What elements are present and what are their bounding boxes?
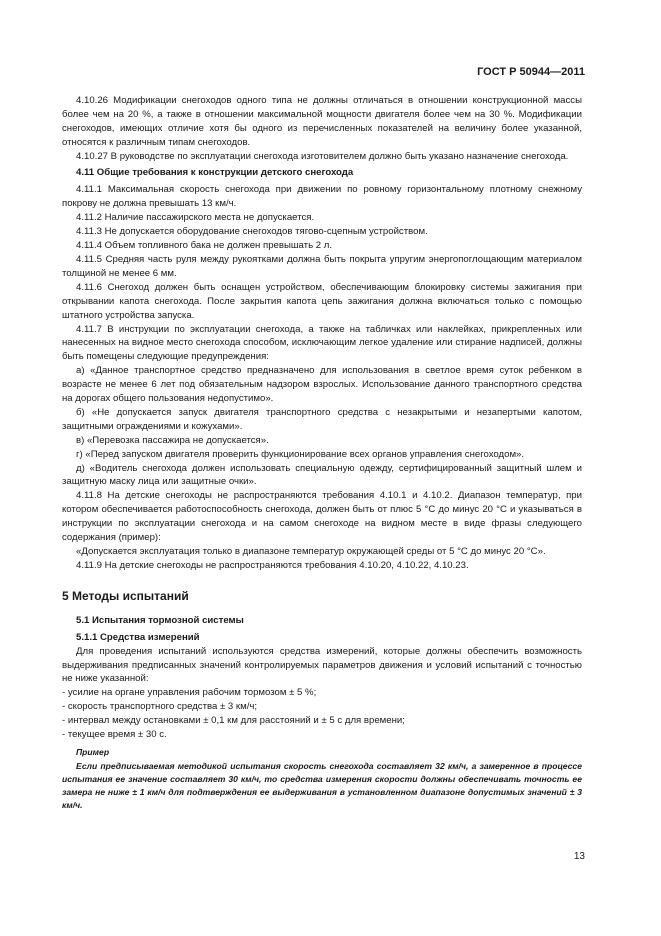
- section-5-1-1-heading: 5.1.1 Средства измерений: [76, 631, 200, 643]
- section-5-1-1-intro: Для проведения испытаний используются средства измерений, которые должны обеспечить возможность выдерживания предписанных значений контролируемых параметров движения и условий испытаний с точностью не ниже указанной:: [62, 645, 582, 685]
- paragraph-4-10-26: 4.10.26 Модификации снегоходов одного типа не должны отличаться в отношении конструкционной массы более чем на 20 %, а также в отношении максимальной мощности двигателя более чем на 30 %. Модификации снегоходов, имеющих отличие хотя бы одного из перечисленных показателей на величину более указанной, относятся к различным типам снегоходов.: [62, 95, 582, 148]
- section-5-1-heading: 5.1 Испытания тормозной системы: [76, 614, 244, 626]
- list-item: - скорость транспортного средства ± 3 км/ч;: [62, 701, 258, 713]
- document-header: ГОСТ Р 50944—2011: [477, 66, 585, 78]
- warning-d: д) «Водитель снегохода должен использовать специальную одежду, сертифицированный защитный шлем и защитную маску лица или защитные очки».: [62, 462, 582, 488]
- warning-v: в) «Перевозка пассажира не допускается».: [76, 434, 269, 446]
- list-item: - интервал между остановками ± 0,1 км для расстояний и ± 5 с для времени;: [62, 715, 405, 727]
- page-body: [62, 94, 582, 813]
- list-item: - текущее время ± 30 с.: [62, 729, 167, 741]
- paragraph-4-10-27: 4.10.27 В руководстве по эксплуатации снегохода изготовителем должно быть указано назначение снегохода.: [76, 150, 569, 162]
- list-item: - усилие на органе управления рабочим тормозом ± 5 %;: [62, 687, 317, 699]
- paragraph-4-11-6: 4.11.6 Снегоход должен быть оснащен устройством, обеспечивающим блокировку системы зажигания при открывании капота снегохода. После закрытия капота цепь зажигания должна включаться только с помощью штатного устройства запуска.: [62, 281, 582, 321]
- warning-a: а) «Данное транспортное средство предназначено для использования в светлое время суток ребенком в возрасте не менее 6 лет под обязательным надзором взрослых. Использование данного транспортного средства на дорогах общего пользования недопустимо».: [62, 365, 582, 405]
- warning-g: г) «Перед запуском двигателя проверить функционирование всех органов управления снегоходом».: [76, 448, 525, 460]
- section-5-heading: 5 Методы испытаний: [62, 588, 189, 603]
- example-title: Пример: [76, 746, 110, 757]
- paragraph-4-11-1: 4.11.1 Максимальная скорость снегохода при движении по ровному горизонтальному плотному снежному покрову не должна превышать 13 км/ч.: [62, 184, 582, 210]
- paragraph-4-11-8: 4.11.8 На детские снегоходы не распространяются требования 4.10.1 и 4.10.2. Диапазон температур, при котором обеспечивается работоспособность снегохода, должен быть от плюс 5 °С до минус 20 °С и указываться в инструкции по эксплуатации снегохода и на самом снегоходе на видном месте в виде фразы следующего содержания (пример):: [62, 490, 582, 544]
- paragraph-4-11-3: 4.11.3 Не допускается оборудование снегоходов тягово-сцепным устройством.: [76, 226, 428, 238]
- paragraph-4-11-9: 4.11.9 На детские снегоходы не распространяются требования 4.10.20, 4.10.22, 4.10.23.: [76, 559, 469, 571]
- example-text: Если предписываемая методикой испытания скорость снегохода составляет 32 км/ч, а замеренное в процессе испытания ее значение составляет 30 км/ч, то средства измерения скорости должны обеспечивать точность ее замера не ниже ± 1 км/ч для подтверждения ее выдерживания в установленном диапазоне допустимых значений ± 3 км/ч.: [62, 760, 582, 811]
- warning-b: б) «Не допускается запуск двигателя транспортного средства с незакрытыми и незапертыми капотом, защитными ограждениями и кожухами».: [62, 406, 582, 432]
- paragraph-4-11-2: 4.11.2 Наличие пассажирского места не допускается.: [76, 212, 315, 224]
- page-number: 13: [573, 851, 585, 862]
- section-4-11-heading: 4.11 Общие требования к конструкции детского снегохода: [76, 166, 354, 178]
- paragraph-4-11-7: 4.11.7 В инструкции по эксплуатации снегохода, а также на табличках или наклейках, прикрепленных или нанесенных на видное место снегохода способом, исключающим легкое удаление или стирание надписей, должны быть помещены следующие предупреждения:: [62, 323, 582, 363]
- temperature-example-phrase: «Допускается эксплуатация только в диапазоне температур окружающей среды от 5 °С до минус 20 °С».: [76, 546, 546, 557]
- paragraph-4-11-5: 4.11.5 Средняя часть руля между рукоятками должна быть покрыта упругим энергопоглощающим материалом толщиной не менее 6 мм.: [62, 253, 582, 279]
- paragraph-4-11-4: 4.11.4 Объем топливного бака не должен превышать 2 л.: [76, 240, 333, 252]
